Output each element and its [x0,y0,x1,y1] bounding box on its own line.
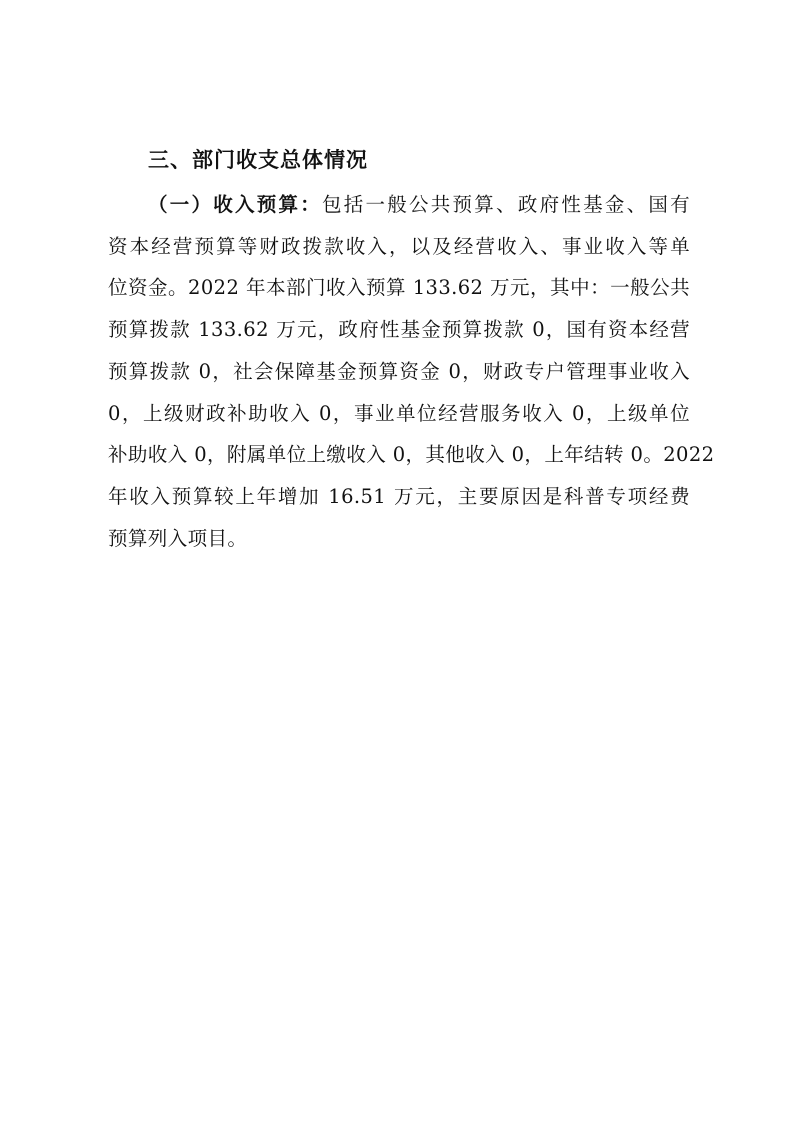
paragraph-line [108,184,690,226]
paragraph-line: 0，上级财政补助收入 0，事业单位经营服务收入 0，上级单位 [108,401,690,425]
paragraph-line-text: 包括一般公共预算、政府性基金、国有 [322,193,690,216]
paragraph-line: 预算拨款 0，社会保障基金预算资金 0，财政专户管理事业收入 [108,359,690,383]
paragraph-line: 预算拨款 133.62 万元，政府性基金预算拨款 0，国有资本经营 [108,318,690,342]
section-heading: 三、部门收支总体情况 [148,148,368,172]
paragraph-line: 预算列入项目。 [108,526,248,550]
paragraph-line: 年收入预算较上年增加 16.51 万元，主要原因是科普专项经费 [108,484,690,508]
income-budget-lead: （一）收入预算： [148,193,323,216]
paragraph-line: 位资金。2022 年本部门收入预算 133.62 万元，其中：一般公共 [108,276,690,300]
income-budget-paragraph [108,184,715,559]
paragraph-line: 资本经营预算等财政拨款收入，以及经营收入、事业收入等单 [108,234,690,258]
paragraph-line: 补助收入 0，附属单位上缴收入 0，其他收入 0，上年结转 0。2022 [108,443,715,467]
